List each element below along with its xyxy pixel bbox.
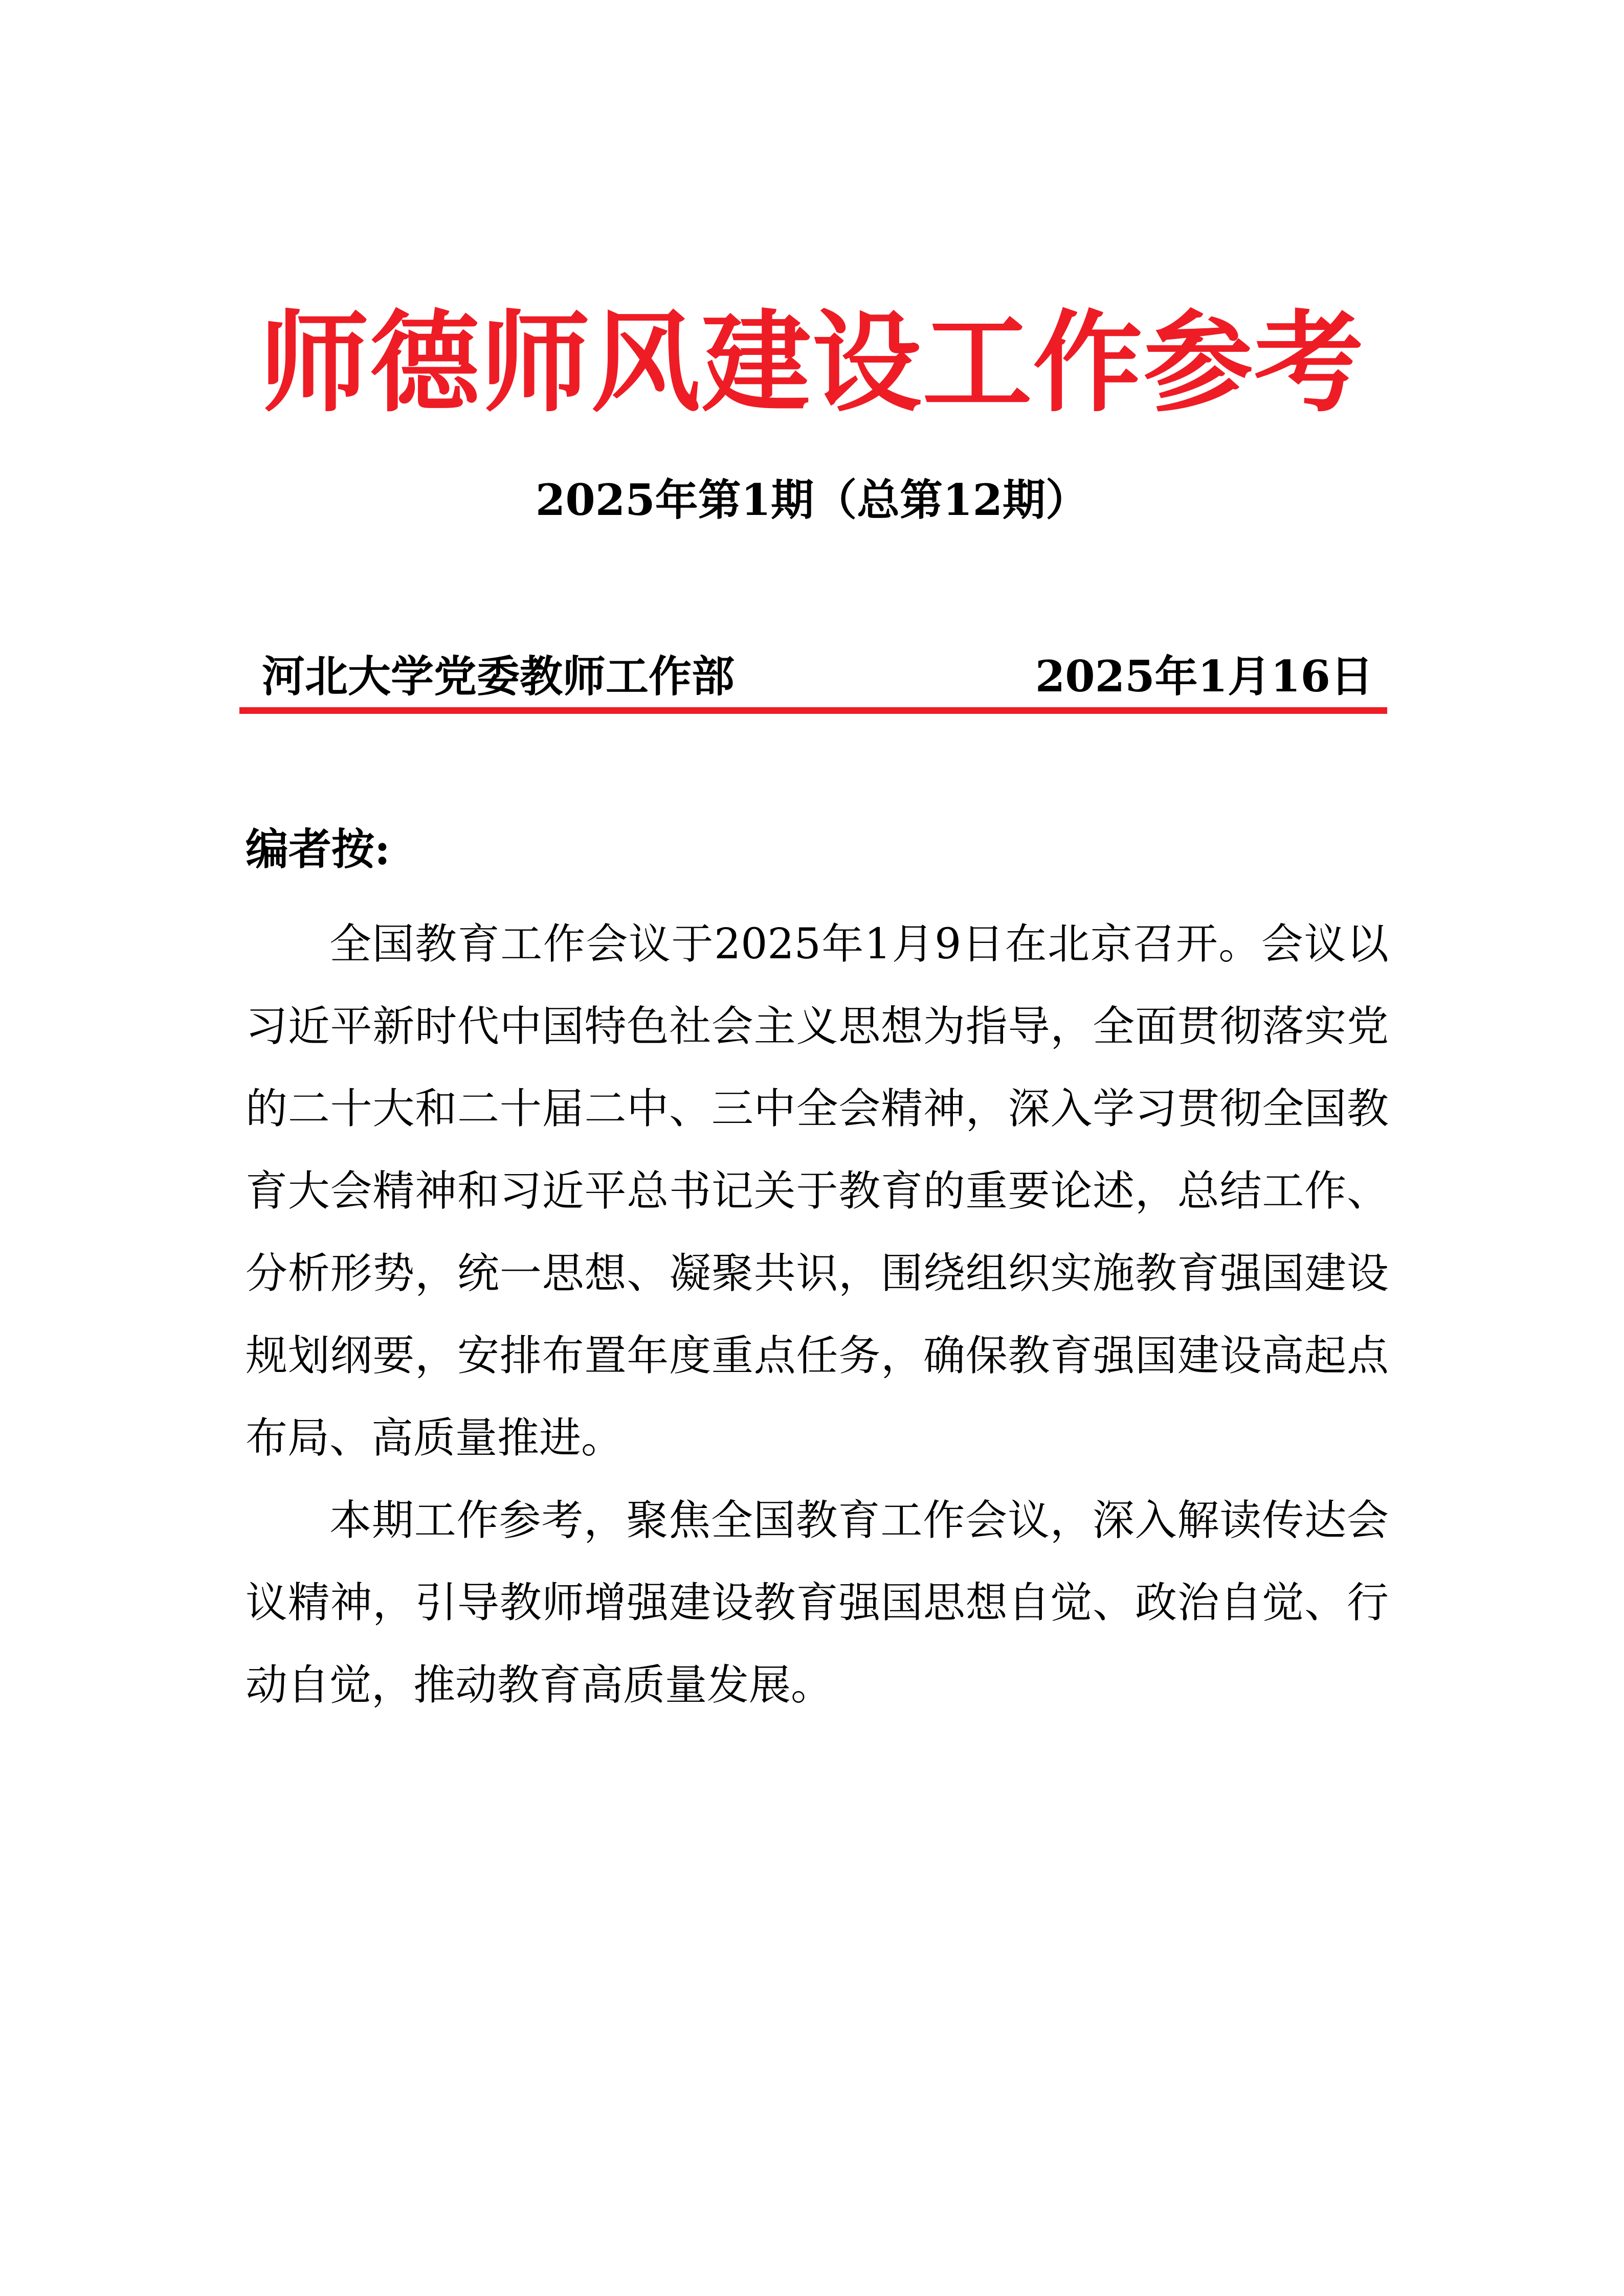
- red-divider-rule: [239, 707, 1387, 714]
- publication-date: 2025年1月16日: [1035, 651, 1373, 702]
- issue-number: 2025年第1期（总第12期）: [535, 475, 1089, 525]
- publisher-name: 河北大学党委教师工作部: [262, 651, 735, 702]
- editor-note-heading: 编者按:: [246, 824, 391, 874]
- editor-note-paragraph-1: 全国教育工作会议于2025年1月9日在北京召开。会议以习近平新时代中国特色社会主义思想为指导，全面贯彻落实党的二十大和二十届二中、三中全会精神，深入学习贯彻全国教育大会精神和习近平总书记关于教育的重要论述，总结工作、分析形势，统一思想、凝聚共识，围绕组织实施教育强国建设规划纲要，安排布置年度重点任务，确保教育强国建设高起点布局、高质量推进。: [246, 920, 1389, 1462]
- masthead-title: 师德师风建设工作参考: [259, 299, 1365, 427]
- editor-note-paragraph-2: 本期工作参考，聚焦全国教育工作会议，深入解读传达会议精神，引导教师增强建设教育强国思想自觉、政治自觉、行动自觉，推动教育高质量发展。: [246, 1496, 1389, 1709]
